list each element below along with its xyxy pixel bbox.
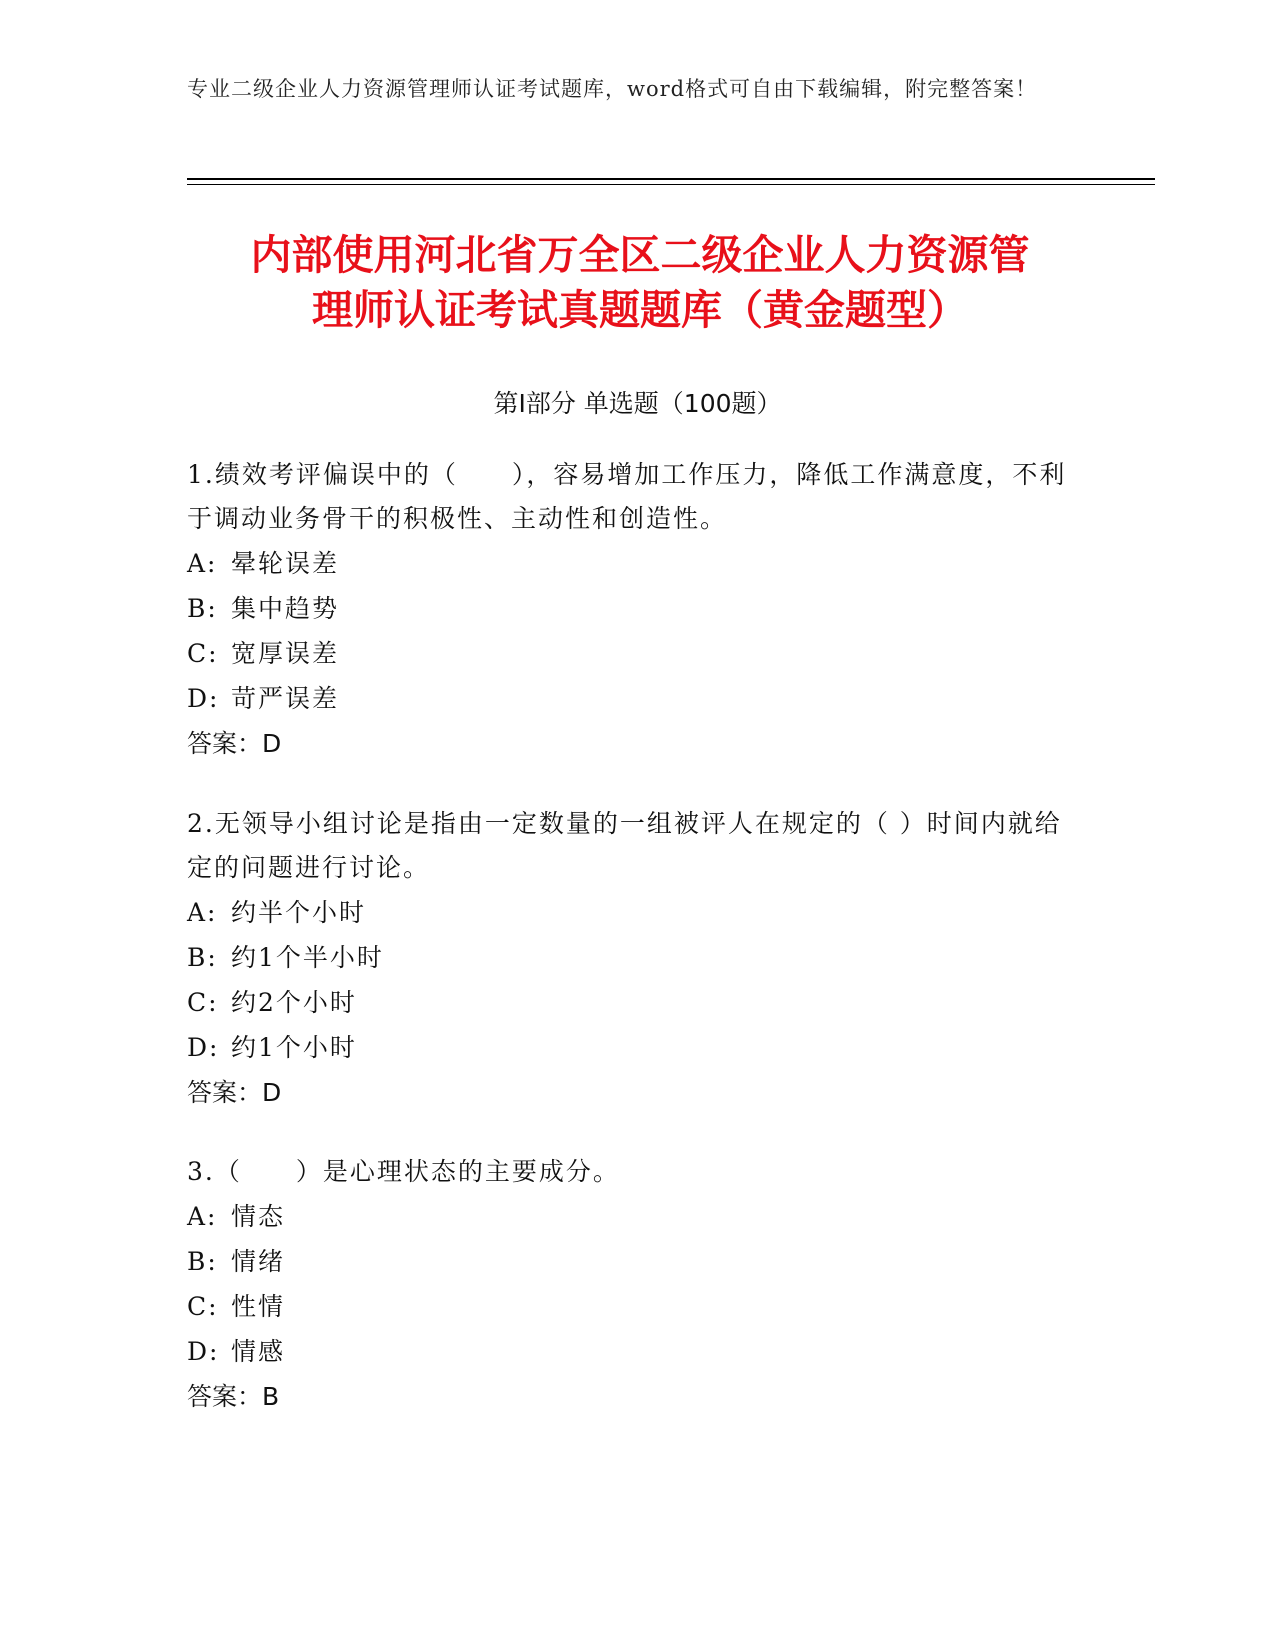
option-letter: A: — [187, 898, 218, 927]
section-title: 第Ⅰ部分 单选题（100题） — [493, 389, 782, 418]
option-text: 集中趋势 — [231, 594, 340, 623]
document-title-line-2: 理师认证考试真题题库（黄金题型） — [312, 286, 968, 334]
option-text: 苛严误差 — [231, 684, 340, 713]
header-divider-thick — [187, 178, 1155, 180]
document-title-line-1: 内部使用河北省万全区二级企业人力资源管 — [250, 231, 1030, 279]
question-option — [187, 980, 1087, 1025]
question-stem: 1.绩效考评偏误中的（ ），容易增加工作压力，降低工作满意度，不利于调动业务骨干的积极性、主动性和创造性。 — [187, 460, 1067, 533]
option-text: 宽厚误差 — [231, 639, 340, 668]
option-text: 约半个小时 — [231, 898, 367, 927]
option-text: 约2个小时 — [231, 988, 357, 1017]
question-3 — [187, 1150, 1087, 1419]
question-option — [187, 1284, 1087, 1329]
question-option — [187, 631, 1087, 676]
question-answer: 答案：D — [187, 1078, 282, 1107]
option-text: 情感 — [231, 1337, 286, 1366]
question-option — [187, 890, 1087, 935]
question-answer: 答案：D — [187, 729, 282, 758]
question-option — [187, 541, 1087, 586]
option-letter: C: — [187, 988, 219, 1017]
option-letter: D: — [187, 1033, 220, 1062]
question-option — [187, 935, 1087, 980]
header-note: 专业二级企业人力资源管理师认证考试题库，word格式可自由下载编辑，附完整答案！ — [187, 77, 1038, 101]
question-option — [187, 1329, 1087, 1374]
question-stem: 2.无领导小组讨论是指由一定数量的一组被评人在规定的（ ）时间内就给定的问题进行讨论。 — [187, 809, 1062, 882]
option-letter: D: — [187, 1337, 220, 1366]
question-option — [187, 1239, 1087, 1284]
header-divider-thin — [187, 184, 1155, 185]
question-option — [187, 1194, 1087, 1239]
option-letter: B: — [187, 1247, 218, 1276]
question-stem: 3.（ ）是心理状态的主要成分。 — [187, 1157, 620, 1186]
option-text: 约1个半小时 — [231, 943, 384, 972]
option-letter: A: — [187, 1202, 218, 1231]
option-letter: B: — [187, 943, 218, 972]
question-1 — [187, 453, 1087, 766]
option-letter: A: — [187, 549, 218, 578]
option-text: 情绪 — [231, 1247, 286, 1276]
option-text: 晕轮误差 — [231, 549, 340, 578]
option-text: 约1个小时 — [231, 1033, 357, 1062]
question-answer: 答案：B — [187, 1382, 280, 1411]
question-option — [187, 676, 1087, 721]
question-2 — [187, 802, 1087, 1115]
option-letter: C: — [187, 639, 219, 668]
document-title — [130, 228, 1150, 338]
option-letter: B: — [187, 594, 218, 623]
option-letter: C: — [187, 1292, 219, 1321]
option-text: 性情 — [231, 1292, 286, 1321]
option-text: 情态 — [231, 1202, 286, 1231]
option-letter: D: — [187, 684, 220, 713]
question-option — [187, 1025, 1087, 1070]
question-option — [187, 586, 1087, 631]
